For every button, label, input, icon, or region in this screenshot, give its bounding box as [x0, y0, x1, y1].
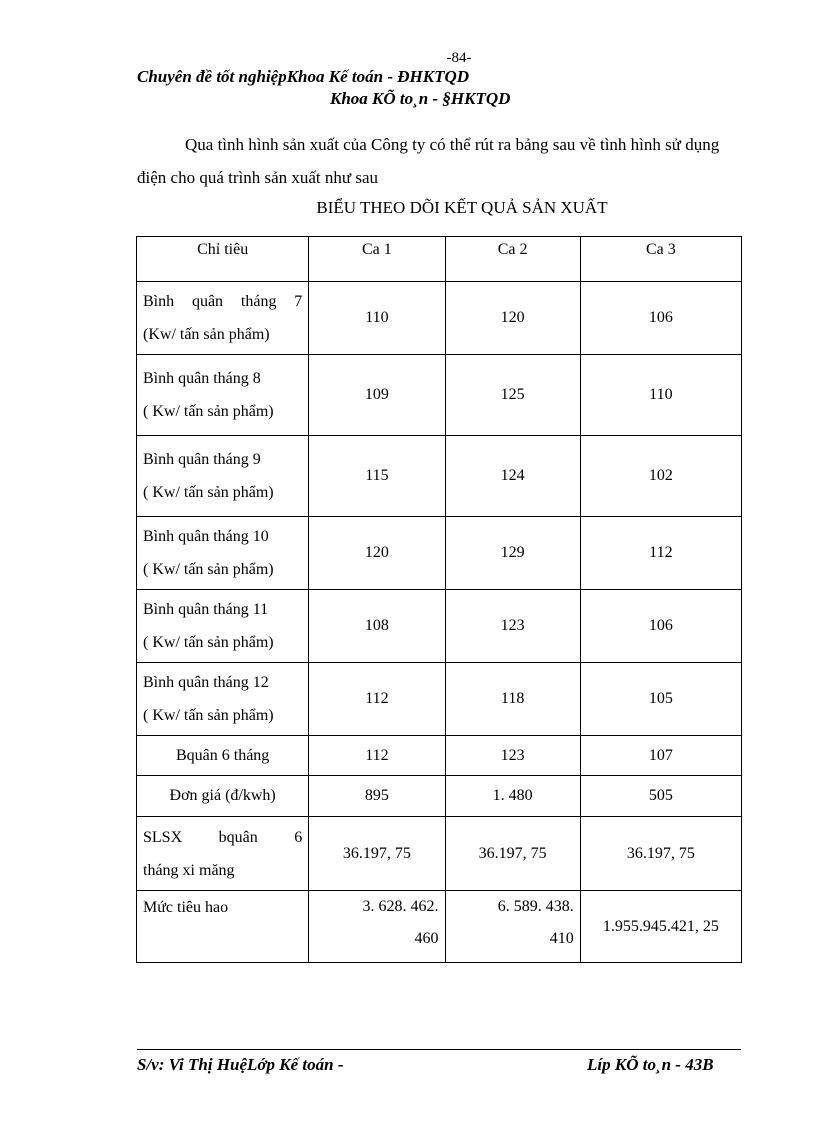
label-word: tháng — [240, 293, 277, 310]
cell-ca1: 112 — [309, 663, 445, 736]
row-label — [137, 817, 309, 891]
cell-ca1-line1: 3. 628. 462. — [362, 898, 439, 915]
row-label-line1: Bình quân tháng 9 — [143, 451, 261, 468]
cell-ca1: 115 — [309, 436, 445, 517]
header-ca3: Ca 3 — [580, 237, 741, 282]
cell-ca1: 109 — [309, 355, 445, 436]
cell-ca2: 123 — [445, 736, 580, 776]
row-label-line1 — [143, 285, 302, 318]
page-number: -84- — [446, 50, 472, 66]
row-label-line2: ( Kw/ tấn sản phẩm) — [143, 707, 274, 724]
row-label-line2: ( Kw/ tấn sản phẩm) — [143, 484, 274, 501]
cell-ca1: 895 — [309, 776, 445, 817]
cell-ca3: 1.955.945.421, 25 — [580, 891, 741, 963]
header-ca2: Ca 2 — [445, 237, 580, 282]
table-row — [137, 436, 742, 517]
row-label — [137, 663, 309, 736]
cell-ca3: 36.197, 75 — [580, 817, 741, 891]
cell-ca3: 102 — [580, 436, 741, 517]
label-word: quân — [191, 293, 224, 310]
row-label — [137, 590, 309, 663]
footer-right: Líp KÕ to¸n - 43B — [587, 1055, 714, 1074]
row-label-line2: ( Kw/ tấn sản phẩm) — [143, 561, 274, 578]
intro-paragraph: Qua tình hình sản xuất của Công ty có thể rút ra bảng sau về tình hình sử dụng điện cho quá trình sản xuất như sau — [137, 135, 720, 187]
row-label-line2: (Kw/ tấn sản phẩm) — [143, 326, 270, 343]
cell-ca2: 118 — [445, 663, 580, 736]
cell-ca1: 110 — [309, 282, 445, 355]
header-line-1: Chuyên đề tốt nghiệpKhoa Kế toán - ĐHKTQD — [137, 67, 470, 86]
table-title: BIỂU THEO DÕI KẾT QUẢ SẢN XUẤT — [316, 198, 608, 217]
table-row — [137, 517, 742, 590]
table-row — [137, 282, 742, 355]
label-word: 7 — [294, 293, 303, 310]
cell-ca1: 108 — [309, 590, 445, 663]
cell-ca1: 120 — [309, 517, 445, 590]
row-label — [137, 355, 309, 436]
table-row — [137, 817, 742, 891]
cell-ca2: 125 — [445, 355, 580, 436]
footer-rule — [137, 1049, 741, 1050]
label-word: Bình — [143, 293, 175, 310]
header-chi-tieu: Chỉ tiêu — [137, 237, 309, 282]
cell-ca1: 36.197, 75 — [309, 817, 445, 891]
cell-ca3: 105 — [580, 663, 741, 736]
table-row — [137, 355, 742, 436]
row-label-line1: Bình quân tháng 12 — [143, 674, 269, 691]
header-line-2: Khoa KÕ to¸n - §HKTQD — [330, 89, 511, 108]
row-label-line2: ( Kw/ tấn sản phẩm) — [143, 634, 274, 651]
row-label-line1: Bình quân tháng 10 — [143, 528, 269, 545]
label-word: bquân — [218, 828, 258, 846]
cell-ca3: 106 — [580, 282, 741, 355]
row-label-line2: ( Kw/ tấn sản phẩm) — [143, 403, 274, 420]
cell-ca1: 112 — [309, 736, 445, 776]
cell-ca2 — [445, 891, 580, 963]
header-ca1: Ca 1 — [309, 237, 445, 282]
cell-ca1-line2: 460 — [414, 930, 439, 947]
row-label: Đơn giá (đ/kwh) — [137, 776, 309, 817]
cell-ca2: 36.197, 75 — [445, 817, 580, 891]
table-header-row — [137, 237, 742, 282]
row-label: Mức tiêu hao — [137, 891, 309, 963]
row-label-line2: tháng xi măng — [143, 861, 235, 879]
row-label-line1: Bình quân tháng 8 — [143, 370, 261, 387]
cell-ca2: 124 — [445, 436, 580, 517]
table-row — [137, 590, 742, 663]
cell-ca2-line1: 6. 589. 438. — [497, 898, 574, 915]
cell-ca2: 123 — [445, 590, 580, 663]
cell-ca1 — [309, 891, 445, 963]
results-table — [136, 236, 742, 963]
table-row — [137, 776, 742, 817]
cell-ca2: 1. 480 — [445, 776, 580, 817]
cell-ca3: 112 — [580, 517, 741, 590]
label-word: 6 — [294, 828, 303, 846]
cell-ca3: 110 — [580, 355, 741, 436]
row-label-line1: Bình quân tháng 11 — [143, 601, 269, 618]
cell-ca3: 106 — [580, 590, 741, 663]
cell-ca2: 120 — [445, 282, 580, 355]
table-row — [137, 736, 742, 776]
table-row — [137, 891, 742, 963]
footer-left: S/v: Vi Thị HuệLớp Kế toán - — [137, 1055, 344, 1074]
row-label: Bquân 6 tháng — [137, 736, 309, 776]
row-label — [137, 282, 309, 355]
cell-ca3: 505 — [580, 776, 741, 817]
label-word: SLSX — [143, 828, 183, 846]
cell-ca2: 129 — [445, 517, 580, 590]
cell-ca3: 107 — [580, 736, 741, 776]
cell-ca2-line2: 410 — [549, 930, 574, 947]
row-label — [137, 436, 309, 517]
row-label — [137, 517, 309, 590]
row-label-line1 — [143, 821, 302, 854]
table-row — [137, 663, 742, 736]
